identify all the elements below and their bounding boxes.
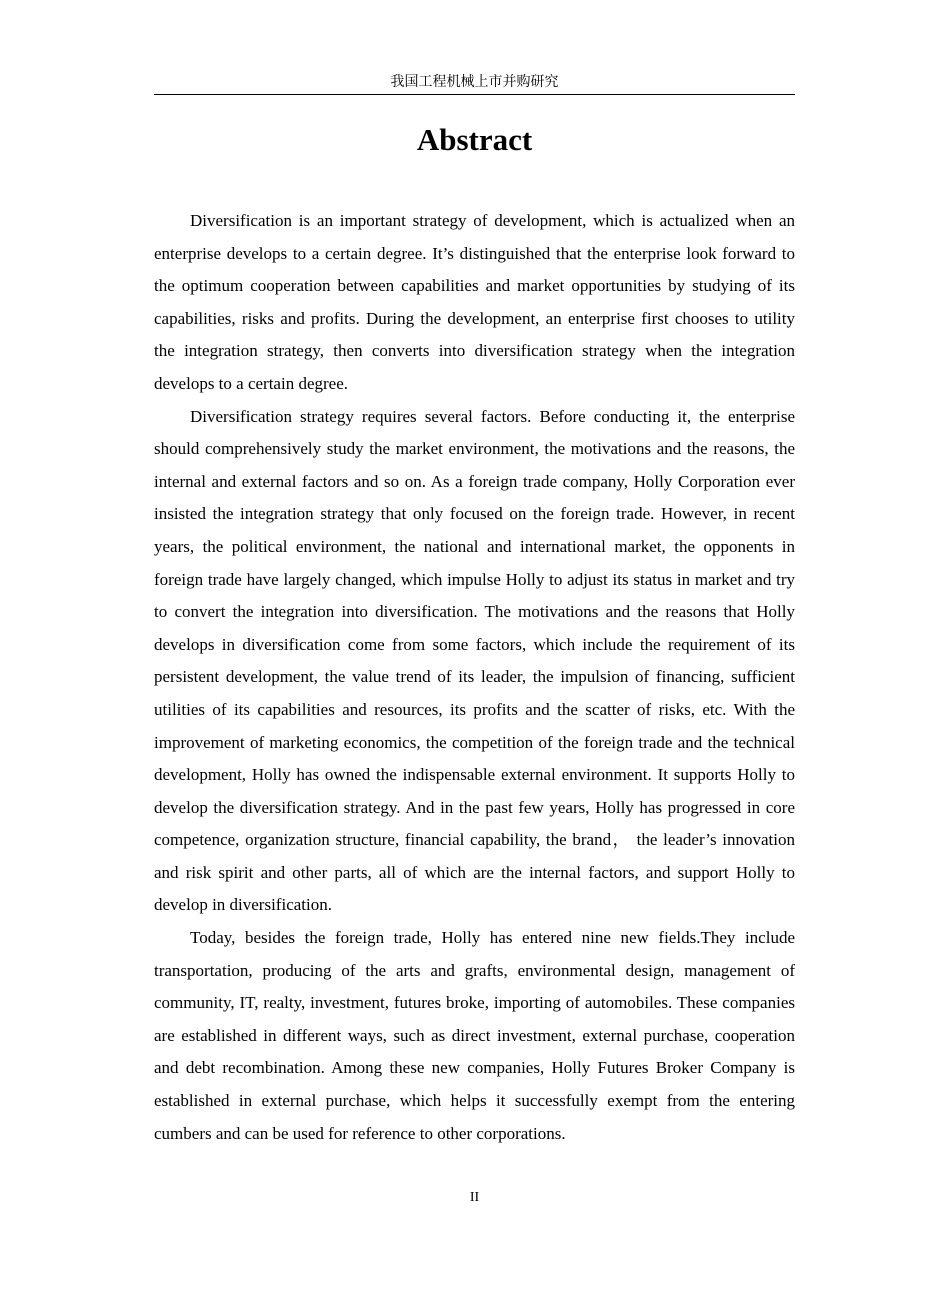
paragraph-3: Today, besides the foreign trade, Holly has entered nine new fields.They include transportation, producing of the arts and grafts, environmental design, management of community, IT, realty, investment, futures broke, importing of automobiles. These companies are established in different ways, such as direct investment, external purchase, cooperation and debt recombination. Among these new companies, Holly Futures Broker Company is established in external purchase, which helps it successfully exempt from the entering cumbers and can be used for reference to other corporations.: [154, 928, 795, 1143]
page-header: [154, 72, 795, 95]
paragraph-1: Diversification is an important strategy of development, which is actualized when an enterprise develops to a certain degree. It’s distinguished that the enterprise look forward to the optimum cooperation between capabilities and market opportunities by studying of its capabilities, risks and profits. During the development, an enterprise first chooses to utility the integration strategy, then converts into diversification strategy when the integration develops to a certain degree.: [154, 211, 795, 393]
page-title: Abstract: [416, 122, 533, 157]
paragraph-2: Diversification strategy requires several factors. Before conducting it, the enterprise should comprehensively study the market environment, the motivations and the reasons, the internal and external factors and so on. As a foreign trade company, Holly Corporation ever insisted the integration strategy that only focused on the foreign trade. However, in recent years, the political environment, the national and international market, the opponents in foreign trade have largely changed, which impulse Holly to adjust its status in market and try to convert the integration into diversification. The motivations and the reasons that Holly develops in diversification come from some factors, which include the requirement of its persistent development, the value trend of its leader, the impulsion of financing, sufficient utilities of its capabilities and resources, its profits and the scatter of risks, etc. With the improvement of marketing economics, the competition of the foreign trade and the technical development, Holly has owned the indispensable external environment. It supports Holly to develop the diversification strategy. And in the past few years, Holly has progressed in core competence, organization structure, financial capability, the brand， the leader’s innovation and risk spirit and other parts, all of which are the internal factors, and support Holly to develop in diversification.: [154, 406, 795, 915]
abstract-body: [154, 205, 795, 1150]
page-number: II: [469, 1190, 480, 1205]
running-title: 我国工程机械上市并购研究: [390, 74, 559, 90]
